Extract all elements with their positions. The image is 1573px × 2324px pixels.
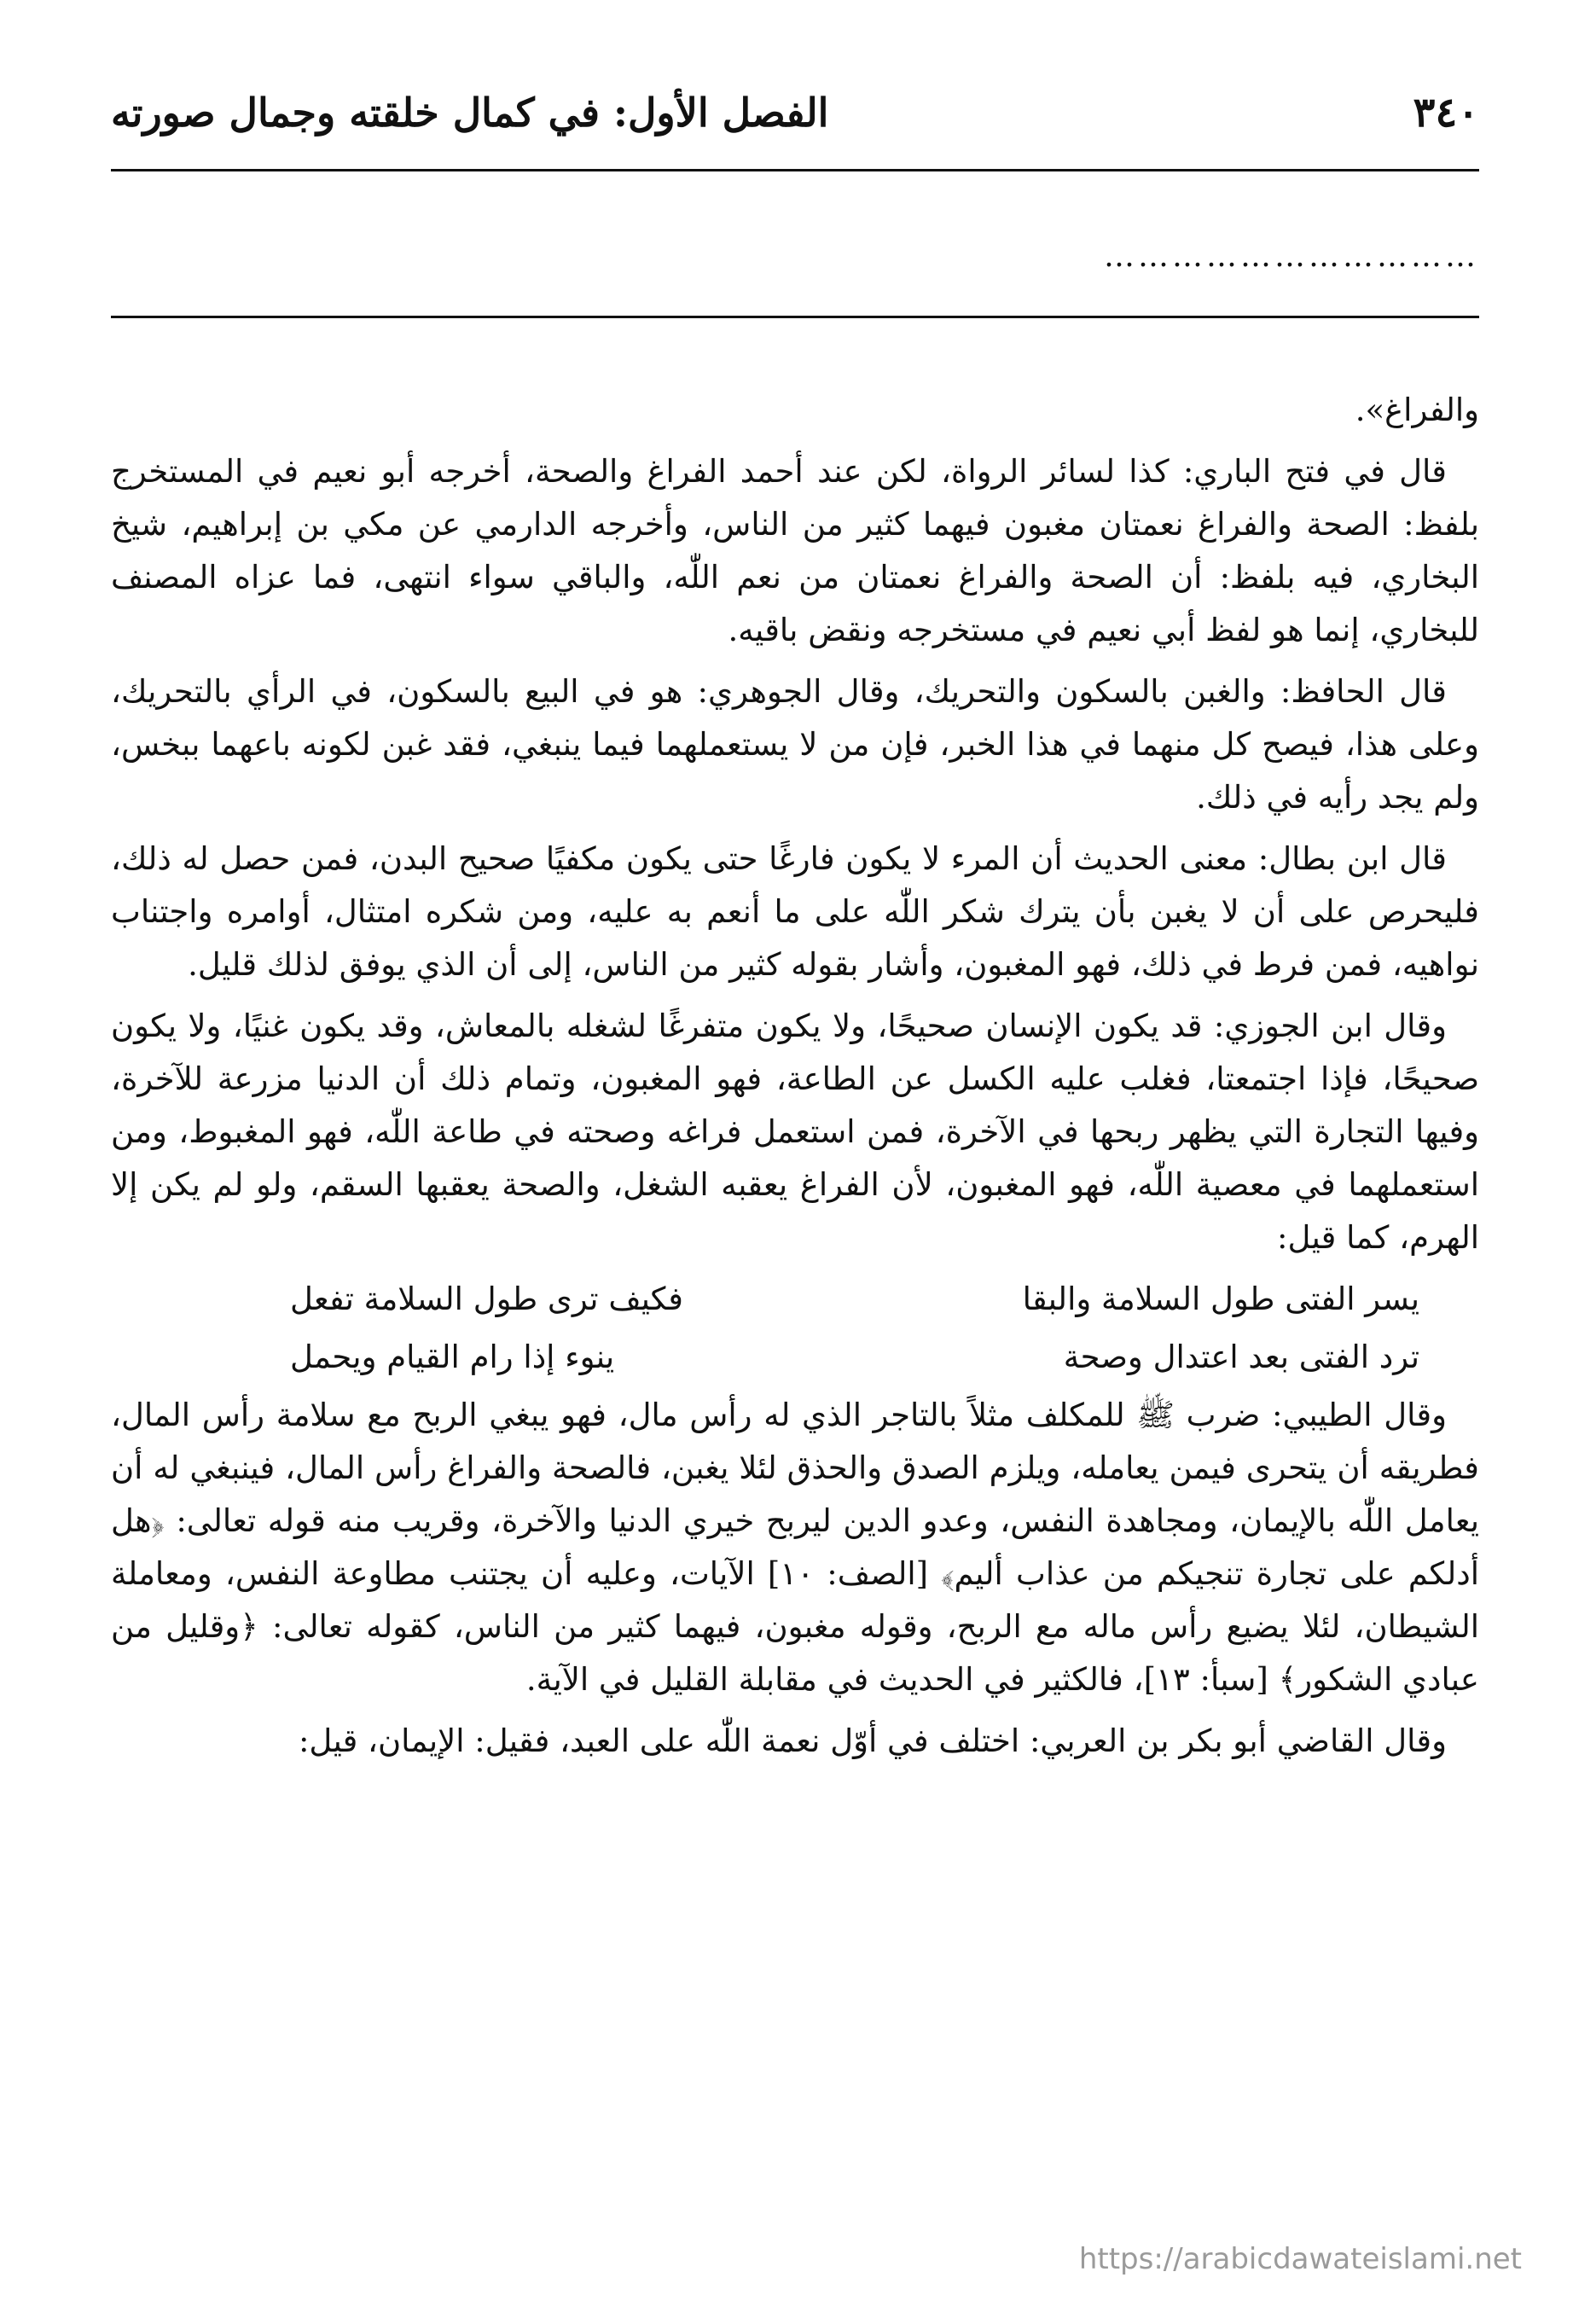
paragraph: وقال القاضي أبو بكر بن العربي: اختلف في أوّل نعمة اللّٰه على العبد، فقيل: الإيمان، قيل: [298,1723,1447,1759]
page-header [111,78,1479,147]
paragraph: وقال الطيبي: ضرب ﷺ للمكلف مثلاً بالتاجر الذي له رأس مال، فهو يبغي الربح مع سلامة رأس المال، فطريقه أن يتحرى فيمن يعامله، ويلزم الصدق والحذق لئلا يغبن، فالصحة والفراغ رأس المال، فينبغي له أن يعامل اللّٰه بالإيمان، ومجاهدة النفس، وعدو الدين ليربح خيري الدنيا والآخرة، وقريب منه قوله تعالى: ﴿هل أدلكم على تجارة تنجيكم من عذاب أليم﴾ [الصف: ١٠] الآيات، وعليه أن يجتنب مطاوعة النفس، ومعاملة الشيطان، لئلا يضيع رأس ماله مع الربح، وقوله مغبون، فيهما كثير من الناس، كقوله تعالى: ﴿وقليل من عبادي الشكور﴾ [سبأ: ١٣]، فالكثير في الحديث في مقابلة القليل في الآية. [111,1397,1479,1698]
verse-second-hemistich: ينوء إذا رام القيام ويحمل [290,1339,615,1375]
page-number: ٣٤٠ [1413,89,1479,137]
poetry-verse [111,1273,1479,1326]
page-body [111,384,1479,1776]
poetry-verse [111,1331,1479,1384]
verse-second-hemistich: فكيف ترى طول السلامة تفعل [290,1281,683,1317]
verse-first-hemistich: يسر الفتى طول السلامة والبقا [1022,1281,1419,1317]
paragraph: قال في فتح الباري: كذا لسائر الرواة، لكن عند أحمد الفراغ والصحة، أخرجه أبو نعيم في المستخرج بلفظ: الصحة والفراغ نعمتان مغبون فيهما كثير من الناس، وأخرجه الدارمي عن مكي بن إبراهيم، شيخ البخاري، فيه بلفظ: أن الصحة والفراغ نعمتان من نعم اللّٰه، والباقي سواء انتهى، فما عزاه المصنف للبخاري، إنما هو لفظ أبي نعيم في مستخرجه ونقض باقيه. [111,453,1479,648]
chapter-title: الفصل الأول: في كمال خلقته وجمال صورته [111,90,829,136]
header-rule [111,169,1479,171]
footnote-rule [111,316,1479,318]
paragraph: قال ابن بطال: معنى الحديث أن المرء لا يكون فارغًا حتى يكون مكفيًا صحيح البدن، فمن حصل له ذلك، فليحرص على أن لا يغبن بأن يترك شكر اللّٰه على ما أنعم به عليه، ومن شكره امتثال، أوامره واجتناب نواهيه، فمن فرط في ذلك، فهو المغبون، وأشار بقوله كثير من الناس، إلى أن الذي يوفق لذلك قليل. [111,840,1479,983]
verse-first-hemistich: ترد الفتى بعد اعتدال وصحة [1063,1339,1419,1375]
separator-dots: …………………………… [1104,239,1479,274]
paragraph: والفراغ». [1355,392,1479,428]
paragraph: قال الحافظ: والغبن بالسكون والتحريك، وقال الجوهري: هو في البيع بالسكون، في الرأي بالتحريك، وعلى هذا، فيصح كل منهما في هذا الخبر، فإن من لا يستعملهما فيما ينبغي، فقد غبن لكونه باعهما ببخس، ولم يجد رأيه في ذلك. [111,673,1479,816]
watermark-url: https://arabicdawateislami.net [1078,2242,1522,2276]
paragraph: وقال ابن الجوزي: قد يكون الإنسان صحيحًا، ولا يكون متفرغًا لشغله بالمعاش، وقد يكون غنيًا، ولا يكون صحيحًا، فإذا اجتمعتا، فغلب عليه الكسل عن الطاعة، فهو المغبون، وتمام ذلك أن الدنيا مزرعة للآخرة، وفيها التجارة التي يظهر ربحها في الآخرة، فمن استعمل فراغه وصحته في طاعة اللّٰه، فهو المغبوط، ومن استعملهما في معصية اللّٰه، فهو المغبون، لأن الفراغ يعقبه الشغل، والصحة يعقبها السقم، ولو لم يكن إلا الهرم، كما قيل: [111,1008,1479,1256]
